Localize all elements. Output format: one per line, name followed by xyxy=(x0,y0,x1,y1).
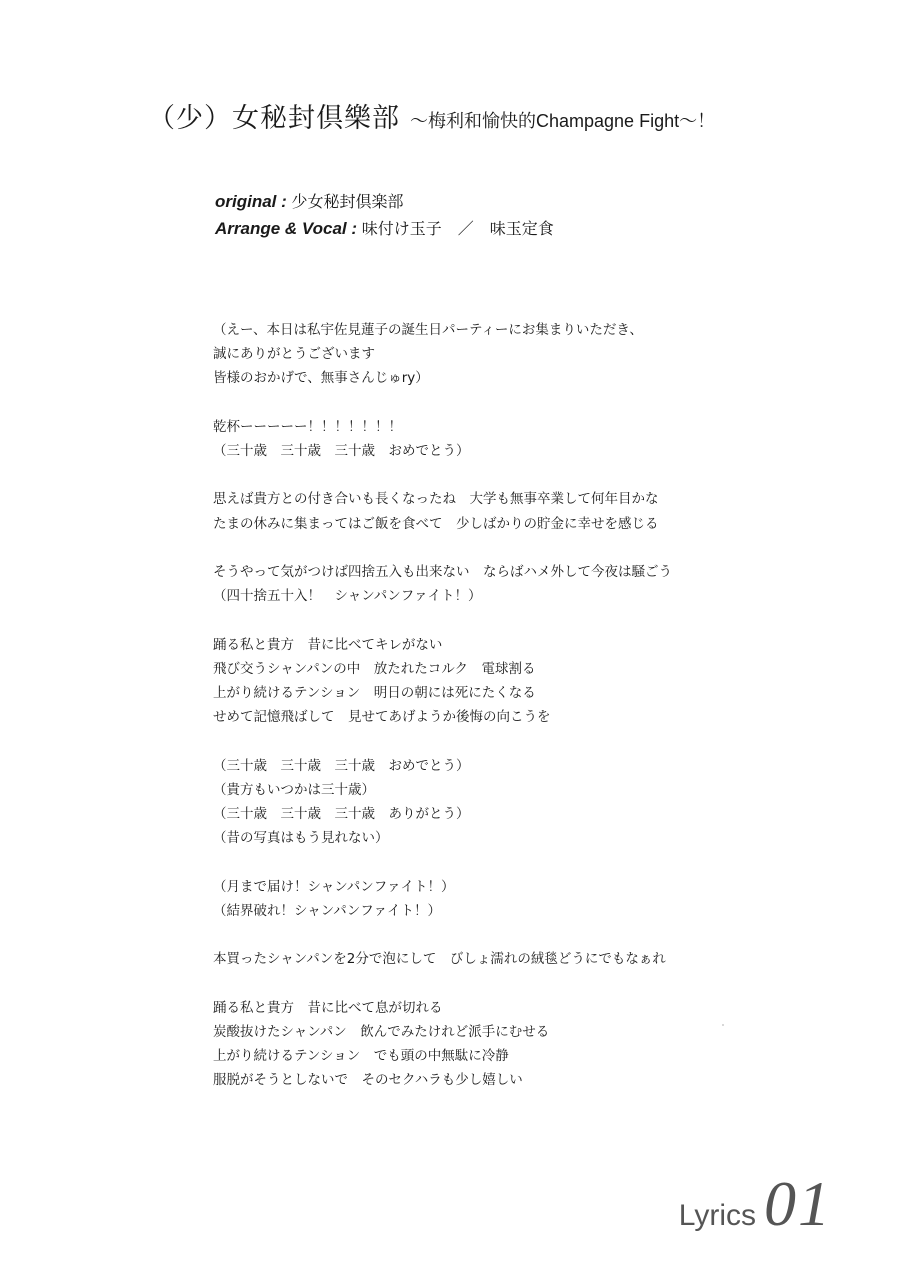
lyric-line: そうやって気がつけば四捨五入も出来ない ならばハメ外して今夜は騒ごう xyxy=(213,563,672,580)
lyric-line: （三十歳 三十歳 三十歳 おめでとう） xyxy=(213,443,470,459)
page-footer xyxy=(679,1167,832,1241)
credit-arrange-vocal-label: Arrange & Vocal : xyxy=(215,219,362,238)
credit-original-value: 少女秘封倶楽部 xyxy=(291,192,404,211)
credit-arrange-vocal-value: 味付け玉子 ／ 味玉定食 xyxy=(361,219,554,238)
lyrics-stanza xyxy=(213,318,853,391)
print-speck xyxy=(722,1024,724,1026)
lyric-line: 服脱がそうとしないで そのセクハラも少し嬉しい xyxy=(213,1072,523,1089)
lyric-line: 踊る私と貴方 昔に比べて息が切れる xyxy=(213,999,443,1016)
credit-original xyxy=(215,188,554,215)
lyric-line: （四十捨五十入！ シャンパンファイト！） xyxy=(213,588,482,605)
lyric-line: 上がり続けるテンション でも頭の中無駄に冷静 xyxy=(213,1047,509,1064)
lyric-line: 踊る私と貴方 昔に比べてキレがない xyxy=(213,636,443,653)
lyric-line: 上がり続けるテンション 明日の朝には死にたくなる xyxy=(213,684,536,701)
song-title xyxy=(148,96,715,135)
lyric-line: （三十歳 三十歳 三十歳 おめでとう） xyxy=(213,757,470,774)
lyrics-stanza xyxy=(213,487,853,535)
lyric-line: たまの休みに集まってはご飯を食べて 少しばかりの貯金に幸せを感じる xyxy=(213,515,659,532)
song-title-subtitle: ～梅利和愉快的Champagne Fight～！ xyxy=(410,111,716,131)
lyric-line: 誠にありがとうございます xyxy=(213,346,375,363)
lyrics-stanza xyxy=(213,875,853,923)
lyrics-stanza xyxy=(213,415,853,463)
lyric-line: 飛び交うシャンパンの中 放たれたコルク 電球割る xyxy=(213,660,536,677)
credits-block xyxy=(215,188,554,242)
footer-page-number: 01 xyxy=(764,1168,832,1239)
lyric-line: （三十歳 三十歳 三十歳 ありがとう） xyxy=(213,805,470,822)
lyric-line: （昔の写真はもう見れない） xyxy=(213,830,389,847)
lyrics-stanza xyxy=(213,633,853,730)
song-title-main: （少）女秘封倶樂部 xyxy=(148,103,400,134)
credit-original-label: original : xyxy=(215,192,292,211)
lyric-line: （貴方もいつかは三十歳） xyxy=(213,781,375,798)
lyric-line: 炭酸抜けたシャンパン 飲んでみたけれど派手にむせる xyxy=(213,1023,550,1040)
lyric-line: 皆様のおかげで、無事さんじゅry） xyxy=(213,370,429,387)
lyric-line: せめて記憶飛ばして 見せてあげようか後悔の向こうを xyxy=(213,709,551,726)
credit-arrange-vocal xyxy=(215,215,554,242)
lyrics-body xyxy=(213,318,853,1117)
lyric-line: 乾杯ーーーーー！！！！！！！ xyxy=(213,418,402,435)
lyrics-stanza xyxy=(213,996,853,1093)
lyric-line: （結界破れ！シャンパンファイト！） xyxy=(213,902,442,919)
lyrics-stanza xyxy=(213,947,853,971)
lyric-line: 本買ったシャンパンを2分で泡にして びしょ濡れの絨毯どうにでもなぁれ xyxy=(213,951,666,968)
lyrics-stanza xyxy=(213,560,853,608)
lyric-line: （月まで届け！シャンパンファイト！） xyxy=(213,878,455,895)
lyric-line: 思えば貴方との付き合いも長くなったね 大学も無事卒業して何年目かな xyxy=(213,491,659,508)
lyric-line: （えー、本日は私宇佐見蓮子の誕生日パーティーにお集まりいただき、 xyxy=(213,322,643,338)
footer-lyrics-word: Lyrics xyxy=(678,1199,756,1232)
lyrics-stanza xyxy=(213,754,853,851)
